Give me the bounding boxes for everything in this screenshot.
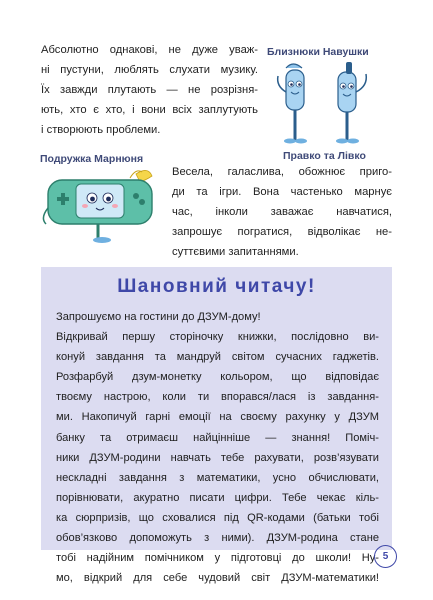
- text-line: суттєвими запитаннями.: [172, 246, 299, 258]
- text-line: запрошує погратися, відволікає не-: [172, 226, 392, 238]
- text-line: ми. Накопичуй гарні емоції на своєму рахунку у ДЗУМ: [56, 411, 379, 424]
- game-console-character-illustration: [40, 166, 170, 246]
- text-line: Їх завжди плутають — не розрізня-: [41, 84, 258, 96]
- text-line: Весела, галаслива, обожнює приго-: [172, 166, 392, 178]
- text-line: Відкривай першу сторіночку книжки, послідовно ви-: [56, 331, 379, 344]
- text-line: ні пустуни, люблять слухати музику.: [41, 64, 258, 76]
- text-line: Абсолютно однакові, не дуже уваж-: [41, 44, 258, 56]
- twins-caption-title: Близнюки Навушки: [267, 46, 369, 58]
- reader-message-box: [41, 267, 392, 585]
- twins-caption-names: Правко та Лівко: [283, 150, 366, 162]
- text-line: ють, хто є хто, і вони всіх заплутують: [41, 104, 258, 116]
- text-line: ники ДЗУМ-родини навчать тебе рахувати, розв’язувати: [56, 451, 379, 464]
- headphone-twins-illustration: [268, 58, 388, 148]
- friend-caption: Подружка Марнюня: [40, 153, 144, 165]
- twins-description: [41, 40, 258, 140]
- reader-box-text: [56, 307, 379, 588]
- reader-box-title: Шановний читачу!: [117, 276, 316, 297]
- text-line: конуй завдання та мандруй світом сучасних гаджетів.: [56, 351, 379, 364]
- twin-left-icon: [278, 64, 307, 144]
- text-line: мо, відкрий для себе чудовий світ ДЗУМ-математики!: [56, 572, 379, 585]
- text-line: Розфарбуй дзум-монетку кольором, що відповідає: [56, 371, 379, 384]
- friend-description: [172, 162, 392, 262]
- text-line: обов’язково допоможуть з ними). ДЗУМ-родина стане: [56, 532, 379, 545]
- text-line: банку та отримаєш найцінніше — знання! Поміч-: [56, 431, 379, 444]
- twin-right-icon: [336, 62, 366, 144]
- text-line: Запрошуємо на гостини до ДЗУМ-дому!: [56, 311, 261, 323]
- text-line: і створюють проблеми.: [41, 124, 161, 136]
- text-line: ка сюрпризів, що сховалися під QR-кодами (батьки тобі: [56, 511, 379, 524]
- text-line: час, інколи заважає навчатися,: [172, 206, 392, 218]
- page-number: 5: [374, 545, 397, 568]
- text-line: порівнювати, акуратно писати цифри. Тебе чекає кіль-: [56, 491, 379, 504]
- text-line: тобі надійним помічником у підготовці до школи! Ну-: [56, 552, 379, 565]
- text-line: твоєму настрою, коли ти впорався/лася із завдання-: [56, 391, 379, 404]
- text-line: ди та ігри. Вона частенько марнує: [172, 186, 392, 198]
- text-line: нескладні завдання з математики, усно обчислювати,: [56, 471, 379, 484]
